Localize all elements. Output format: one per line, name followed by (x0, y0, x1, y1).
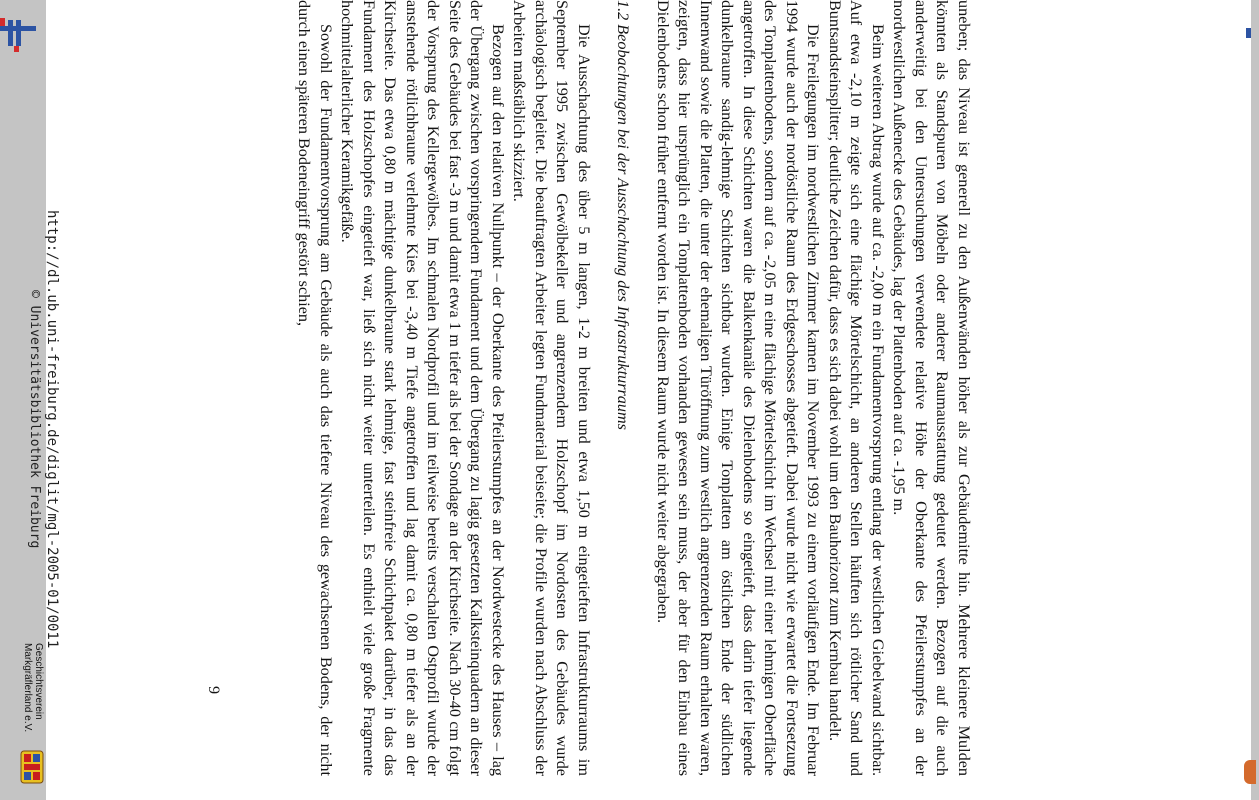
source-url[interactable]: http://dl.ub.uni-freiburg.de/diglit/mgl-2005-01/0011 (44, 210, 60, 649)
paragraph-3: Die Freilegungen im nordwestlichen Zimmer kamen im November 1993 zu einem vorläufigen Ende. Im Februar 1994 wurde auch der nordöstliche Raum des Erdgeschosses abgetieft. Dabei wurde nicht wie erwartet die Fortsetzung des Tonplattenbodens, sondern auf ca. -2,05 m eine flächige Mörtelschicht im Wechsel mit einer lehmigen Oberfläche angetroffen. In diese Schichten waren die Balkenkanäle des Dielenbodens so eingetieft, dass darin tiefer liegende dunkelbraune sandig-lehmige Schichten sichtbar wurden. Einige Tonplatten am östlichen Ende der südlichen Innenwand sowie die Platten, die unter der ehemaligen Türöffnung zum westlich angrenzenden Raum erhalten waren, zeigten, dass hier ursprünglich ein Tonplattenboden vorhanden gewesen sein muss, der aber für den Einbau eines Dielenbodens schon früher entfernt worden ist. In diesem Raum wurde nicht weiter abgegraben. (654, 0, 823, 776)
society-name-line1: Geschichtsverein (33, 643, 44, 720)
paragraph-6: Sowohl der Fundamentvorsprung am Gebäude als auch das tiefere Niveau des gewachsenen Bodens, der nicht durch einen späteren Bodeneingriff gestört schien, (295, 0, 335, 776)
scanned-page-rotated (200, 0, 980, 780)
paragraph-2: Beim weiteren Abtrag wurde auf ca. -2,00 m ein Fundamentvorsprung entlang der westlichen Giebelwand sichtbar. Auf etwa -2,10 m zeigte sich eine flächige Mörtelschicht, an anderen Stellen häuften sich rötlicher Sand und Buntsandsteinsplitter; deutliche Zeichen dafür, dass es sich dabei wohl um den Bauhorizont zum Kernbau handelt. (826, 0, 887, 776)
page-text-block (293, 0, 974, 776)
section-heading: 1.2 Beobachtungen bei der Ausschachtung des Infrastrukturraums (614, 0, 633, 430)
next-page-logo-icon (1246, 28, 1251, 38)
next-page-edge (1240, 0, 1251, 800)
ub-freiburg-logo-icon (0, 18, 40, 48)
paragraph-5: Bezogen auf den relativen Nullpunkt – der Oberkante des Pfeilerstumpfes an der Nordwestecke des Hauses – lag der Übergang zwischen vorspringendem Fundament und dem Übergang zu lagig gesetzten Kalksteinquadern an dieser Seite des Gebäudes bei fast -3 m und damit etwa 1 m tiefer als bei der Sondage an der Kirchseite. Nach 30-40 cm folgt der Vorsprung des Kellergewölbes. Im schmalen Nordprofil und im teilweise bereits verschalten Ostprofil wurde der anstehende rötlichbraune verlehmte Kies bei -3,40 m Tiefe angetroffen und lag damit ca. 0,80 m tiefer als an der Kirchseite. Das etwa 0,80 m mächtige dunkelbraune stark lehmige, fast steinfreie Schichtpaket darüber, in das das Fundament des Holzschopfes eingetieft war, ließ sich nicht weiter unterteilen. Es enthielt viele große Fragmente hochmittelalterlicher Keramikgefäße. (338, 0, 507, 776)
society-crest-icon (20, 750, 44, 784)
copyright-notice: © Universitätsbibliothek Freiburg (27, 290, 42, 549)
right-viewer-margin (1251, 0, 1259, 800)
next-page-crest-icon (1244, 760, 1256, 784)
paragraph-1: uneben; das Niveau ist generell zu den Außenwänden höher als zur Gebäudemitte hin. Mehrere kleinere Mulden könnten als Standspuren von Möbeln oder anderer Raumausstattung gedeutet werden. Bezogen auf die auch anderweitig bei den Untersuchungen verwendete relative Höhe der Oberkante des Pfeilerstumpfes an der nordwestlichen Außenecke des Gebäudes, lag der Plattenboden auf ca. -1,95 m. (890, 0, 973, 776)
page-number: 9 (205, 686, 223, 695)
society-name-line2: Markgräflerland e.V. (22, 643, 33, 733)
paragraph-4: Die Ausschachtung des über 5 m langen, 1-2 m breiten und etwa 1,50 m eingetieften Infrastrukturraums im September 1995 zwischen Gewölbekeller und angrenzendem Holzschopf im Nordosten des Gebäudes wurde archäologisch begleitet. Die beauftragten Arbeiter legten Fundmaterial beiseite; die Profile wurden nach Abschluss der Arbeiten maßstäblich skizziert. (510, 0, 593, 776)
